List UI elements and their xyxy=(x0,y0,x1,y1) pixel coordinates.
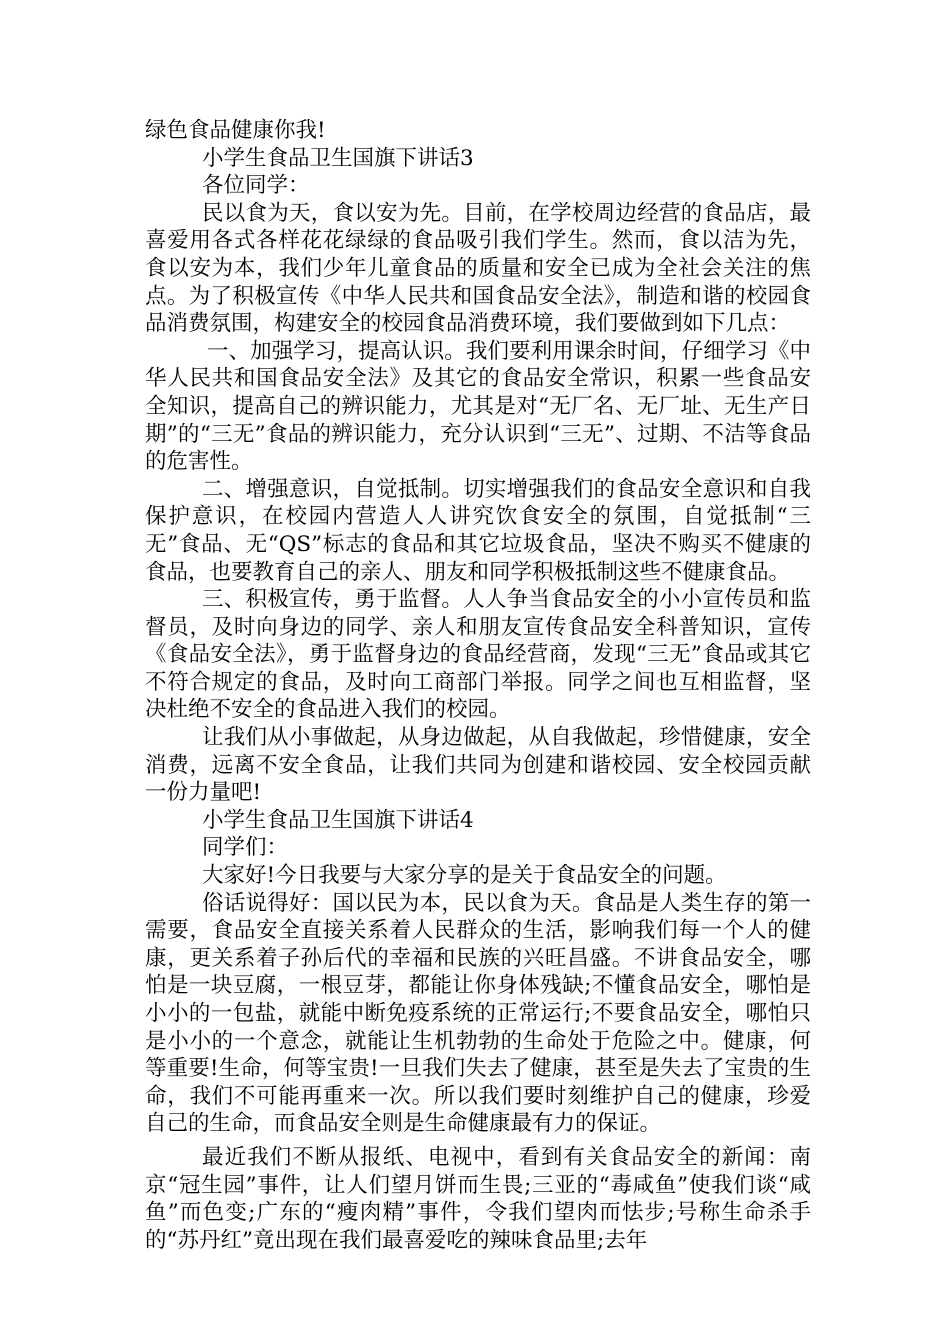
greeting: 同学们： xyxy=(202,835,289,861)
body-paragraph: 俗话说得好：国以民为本，民以食为天。食品是人类生存的第一需要，食品安全直接关系着人民群众的生活，影响我们每一个人的健康，更关系着子孙后代的幸福和民族的兴旺昌盛。不讲食品安全，哪怕是一块豆腐，一根豆芽，都能让你身体残缺;不懂食品安全，哪怕是小小的一包盐，就能中断免疫系统的正常运行;不要食品安全，哪怕只是小小的一个意念，就能让生机勃勃的生命处于危险之中。健康，何等重要!生命，何等宝贵!一旦我们失去了健康，甚至是失去了宝贵的生命，我们不可能再重来一次。所以我们要时刻维护自己的健康，珍爱自己的生命，而食品安全则是生命健康最有力的保证。 xyxy=(145,890,811,1137)
speech-title-4: 小学生食品卫生国旗下讲话4 xyxy=(202,807,474,833)
body-paragraph: 三、积极宣传，勇于监督。人人争当食品安全的小小宣传员和监督员，及时向身边的同学、亲人和朋友宣传食品安全科普知识，宣传《食品安全法》，勇于监督身边的食品经营商，发现“三无”食品或其它不符合规定的食品，及时向工商部门举报。同学之间也互相监督，坚决杜绝不安全的食品进入我们的校园。 xyxy=(145,587,811,723)
body-paragraph: 最近我们不断从报纸、电视中，看到有关食品安全的新闻：南京“冠生园”事件，让人们望月饼而生畏;三亚的“毒咸鱼”使我们谈“咸鱼”而色变;广东的“瘦肉精”事件，令我们望肉而怯步;号称生命杀手的“苏丹红”竟出现在我们最喜爱吃的辣味食品里;去年 xyxy=(145,1144,811,1253)
speech-title-3: 小学生食品卫生国旗下讲话3 xyxy=(202,145,474,171)
body-paragraph: 一、加强学习，提高认识。我们要利用课余时间，仔细学习《中华人民共和国食品安全法》及其它的食品安全常识，积累一些食品安全知识，提高自己的辨识能力，尤其是对“无厂名、无厂址、无生产日期”的“三无”食品的辨识能力，充分认识到“三无”、过期、不洁等食品的危害性。 xyxy=(145,338,811,475)
greeting: 各位同学： xyxy=(202,173,310,199)
body-paragraph: 二、增强意识，自觉抵制。切实增强我们的食品安全意识和自我保护意识，在校园内营造人人讲究饮食安全的氛围，自觉抵制“三无”食品、无“QS”标志的食品和其它垃圾食品，坚决不购买不健康的食品，也要教育自己的亲人、朋友和同学积极抵制这些不健康食品。 xyxy=(145,476,811,585)
body-paragraph: 大家好!今日我要与大家分享的是关于食品安全的问题。 xyxy=(202,863,727,889)
document-page xyxy=(145,117,811,1254)
body-paragraph: 民以食为天，食以安为先。目前，在学校周边经营的食品店，最喜爱用各式各样花花绿绿的食品吸引我们学生。然而，食以洁为先，食以安为本，我们少年儿童食品的质量和安全已成为全社会关注的焦点。为了积极宣传《中华人民共和国食品安全法》，制造和谐的校园食品消费氛围，构建安全的校园食品消费环境，我们要做到如下几点： xyxy=(145,200,811,337)
body-paragraph: 让我们从小事做起，从身边做起，从自我做起，珍惜健康，安全消费，远离不安全食品，让我们共同为创建和谐校园、安全校园贡献一份力量吧! xyxy=(145,725,811,806)
closing-line: 绿色食品健康你我! xyxy=(145,118,326,143)
